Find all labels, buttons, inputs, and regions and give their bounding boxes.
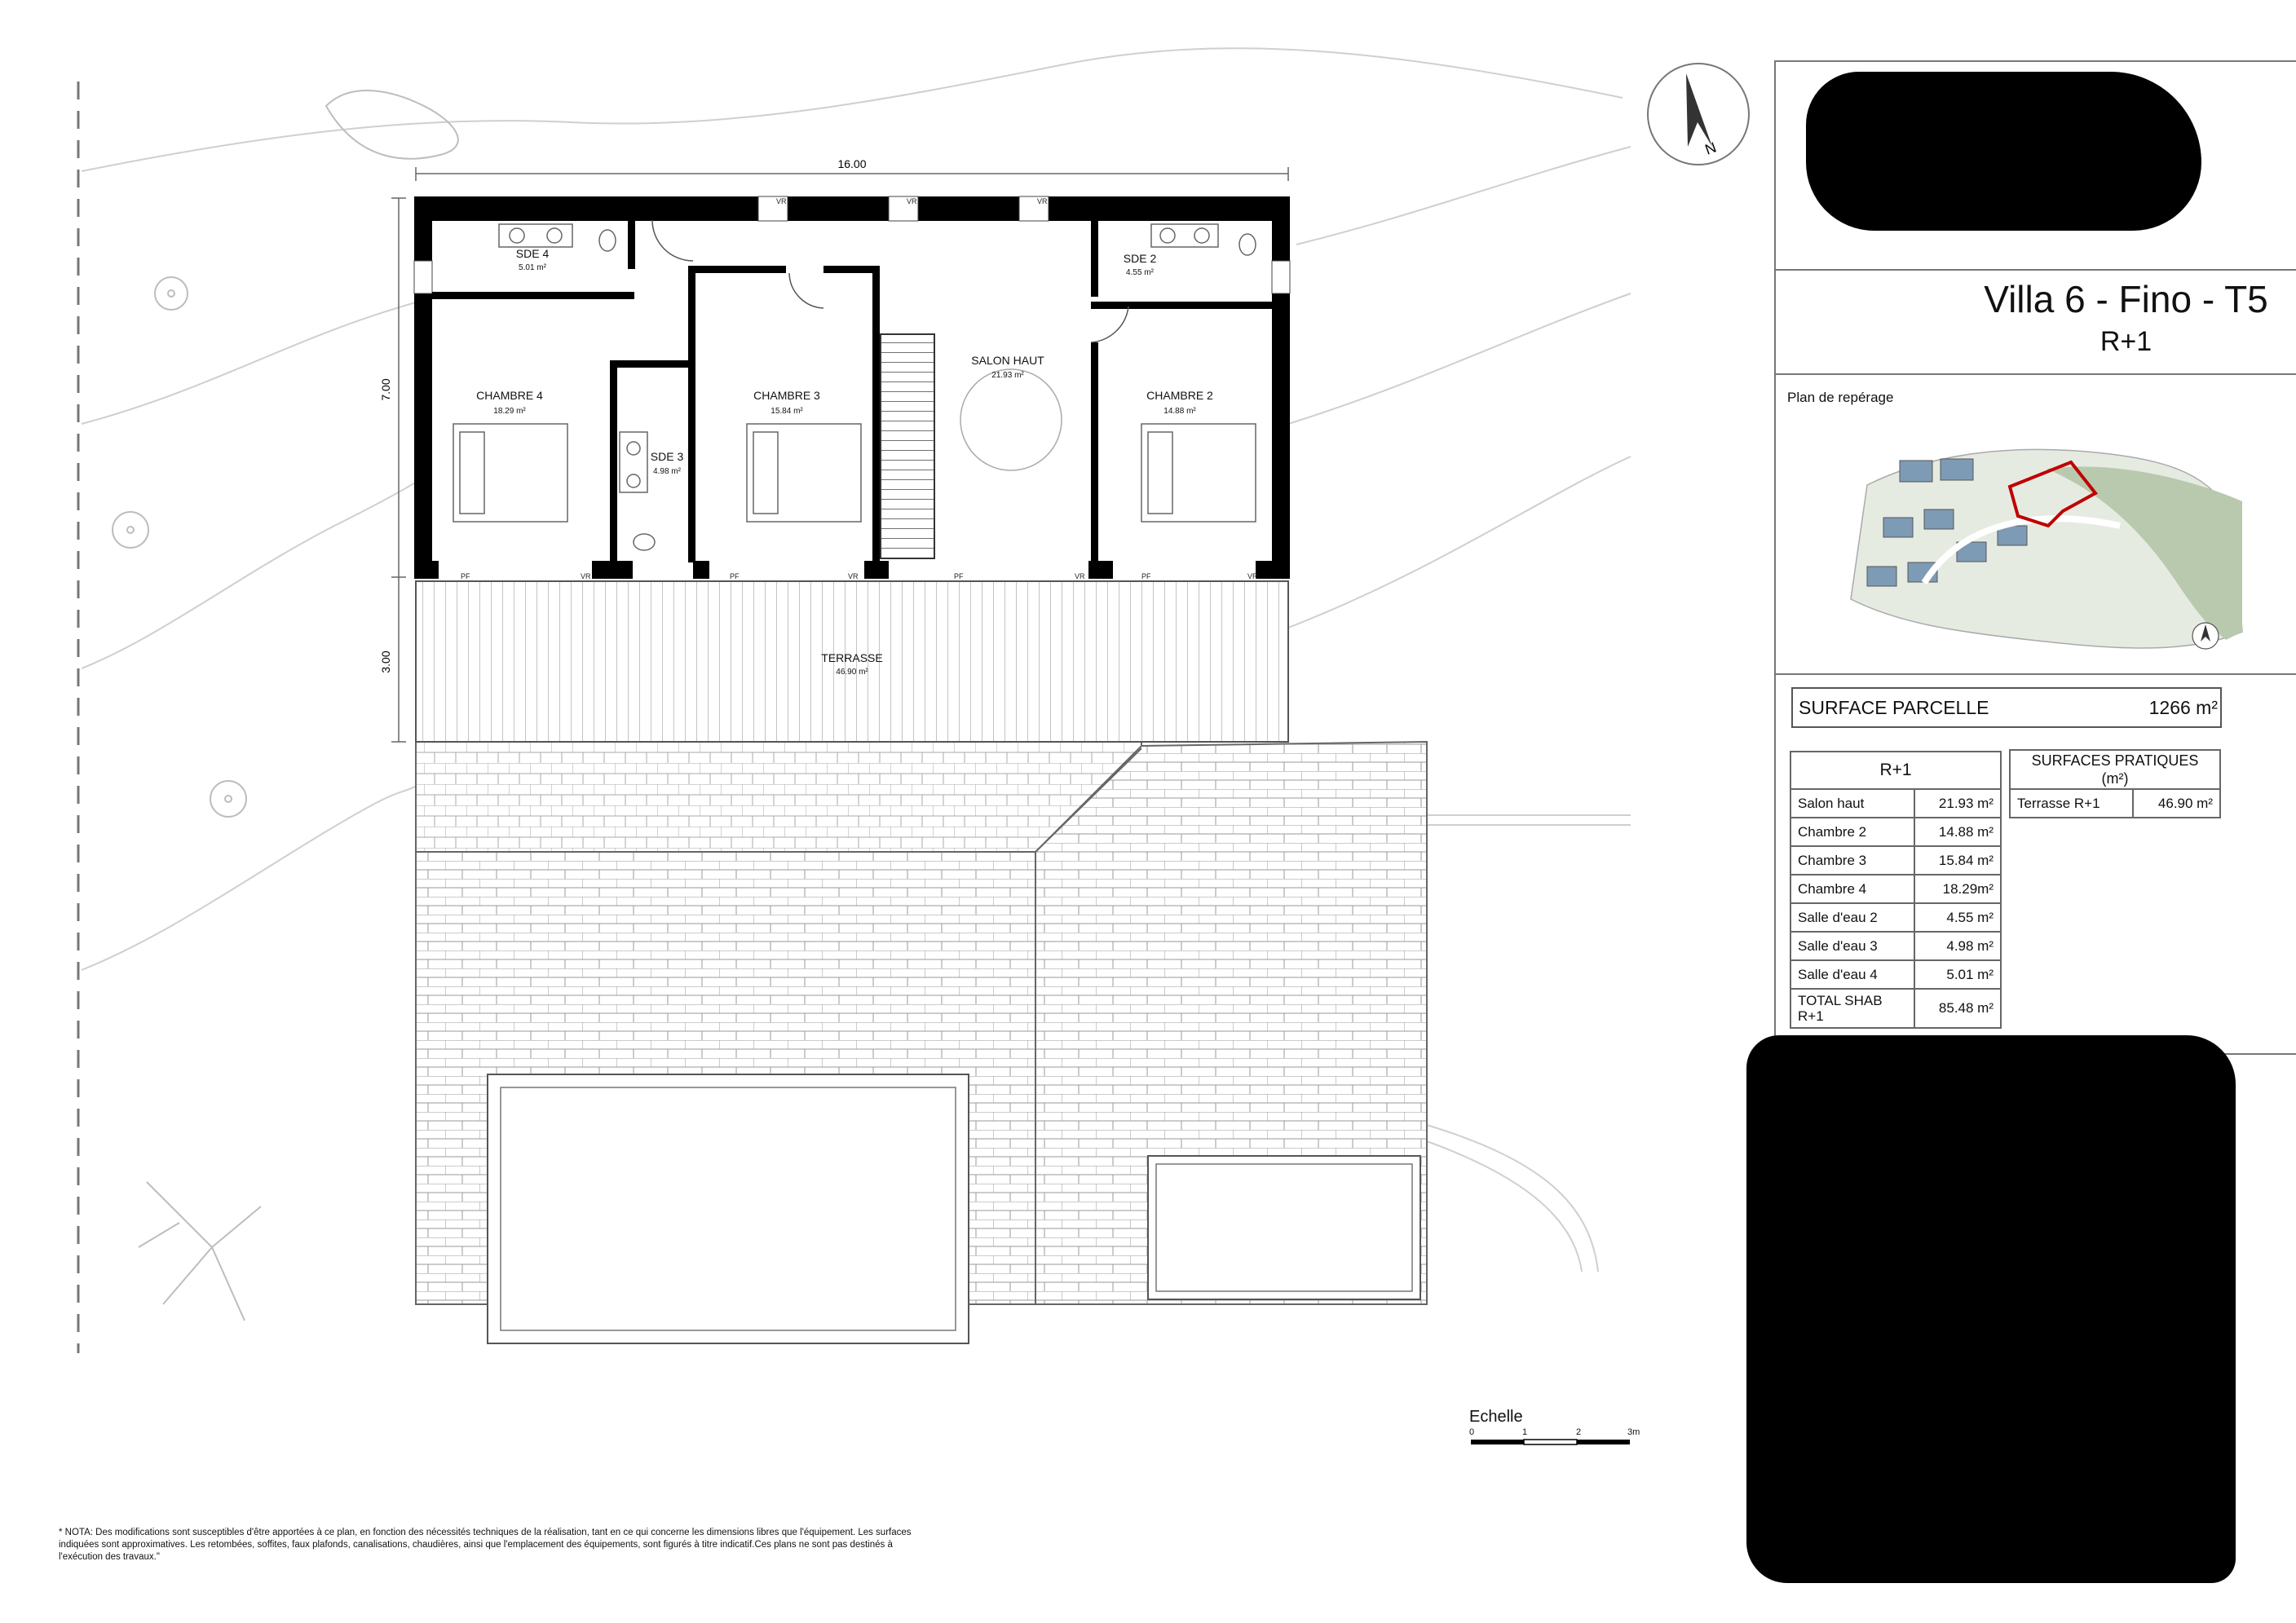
table-row <box>1790 818 2001 846</box>
project-level: R+1 <box>2100 326 2152 357</box>
row-value: 14.88 m² <box>1914 818 2001 846</box>
scale-tick-3: 3m <box>1627 1427 1640 1437</box>
dimension-width: 16.00 <box>837 157 867 170</box>
title-divider-3 <box>1774 673 2296 675</box>
room-sde4-area: 5.01 m² <box>519 263 546 272</box>
tag-pf: PF <box>461 572 470 580</box>
room-sde3-area: 4.98 m² <box>653 467 681 476</box>
surfaces-header: R+1 <box>1790 752 2001 789</box>
row-name: Chambre 2 <box>1790 818 1914 846</box>
logo-redaction <box>1806 72 2201 231</box>
row-name: Salle d'eau 2 <box>1790 903 1914 932</box>
footnote <box>59 1528 912 1562</box>
total-row <box>1790 989 2001 1028</box>
tag-pf: PF <box>954 572 964 580</box>
row-name: Salle d'eau 3 <box>1790 932 1914 960</box>
room-salon-area: 21.93 m² <box>991 371 1024 380</box>
scale-tick-1: 1 <box>1522 1427 1528 1437</box>
project-title: Villa 6 - Fino - T5 <box>1984 278 2268 320</box>
table-row <box>1790 846 2001 875</box>
title-divider-1 <box>1774 269 2296 271</box>
row-value: 46.90 m² <box>2133 789 2220 818</box>
note-line-3: l'exécution des travaux." <box>59 1552 160 1562</box>
practical-surfaces-table <box>2009 749 2221 818</box>
scale-tick-0: 0 <box>1469 1427 1475 1437</box>
plot-surface-value: 1266 m² <box>2148 697 2218 718</box>
table-row <box>1790 875 2001 903</box>
table-row <box>1790 932 2001 960</box>
practical-header <box>2010 750 2220 789</box>
tag-vr: VR <box>907 197 917 205</box>
table-row <box>1790 789 2001 818</box>
secondary-pool <box>1148 1156 1420 1299</box>
location-map <box>1835 420 2250 664</box>
room-chambre2-name: CHAMBRE 2 <box>1146 389 1213 402</box>
scale-tick-2: 2 <box>1576 1427 1582 1437</box>
total-label <box>1790 989 1914 1028</box>
room-terrasse-area: 46.90 m² <box>836 668 868 677</box>
room-chambre3-name: CHAMBRE 3 <box>753 389 820 402</box>
scale-label: Echelle <box>1469 1408 1523 1426</box>
row-value: 18.29m² <box>1914 875 2001 903</box>
table-row <box>1790 960 2001 989</box>
note-line-1: * NOTA: Des modifications sont susceptibles d'être apportées à ce plan, en fonction des nécessités techniques de la réalisation, tant en ce qui concerne les dimensions libres que l'équipement. Les surfaces <box>59 1528 912 1537</box>
staircase <box>881 334 934 558</box>
tag-pf: PF <box>1141 572 1151 580</box>
room-chambre3-area: 15.84 m² <box>770 407 803 416</box>
practical-header-line-1: SURFACES PRATIQUES <box>2031 752 2199 769</box>
room-sde3-name: SDE 3 <box>650 450 684 463</box>
north-label: N <box>1702 139 1719 158</box>
room-chambre4-name: CHAMBRE 4 <box>476 389 543 402</box>
row-name: Salon haut <box>1790 789 1914 818</box>
room-sde4-name: SDE 4 <box>515 247 550 260</box>
table-row <box>2010 789 2220 818</box>
room-chambre4-area: 18.29 m² <box>493 407 526 416</box>
tag-vr: VR <box>1075 572 1085 580</box>
row-value: 15.84 m² <box>1914 846 2001 875</box>
scale-bar <box>1469 1408 1640 1444</box>
room-terrasse-name: TERRASSE <box>821 651 883 664</box>
room-salon-name: SALON HAUT <box>971 354 1044 367</box>
plan-label: Plan de repérage <box>1787 390 1894 405</box>
tag-vr: VR <box>1247 572 1258 580</box>
dimension-terrace-depth: 3.00 <box>379 651 392 673</box>
total-value: 85.48 m² <box>1914 989 2001 1028</box>
dimension-depth: 7.00 <box>379 378 392 401</box>
lower-redaction <box>1746 1035 2236 1583</box>
row-value: 4.98 m² <box>1914 932 2001 960</box>
title-divider-2 <box>1774 373 2296 375</box>
room-chambre2-area: 14.88 m² <box>1163 407 1196 416</box>
row-name: Salle d'eau 4 <box>1790 960 1914 989</box>
practical-header-line-2: (m²) <box>2101 770 2129 787</box>
total-label-line-1: TOTAL SHAB <box>1798 993 1883 1008</box>
row-value: 5.01 m² <box>1914 960 2001 989</box>
swimming-pool <box>488 1074 969 1343</box>
room-sde2-name: SDE 2 <box>1123 252 1157 265</box>
room-sde2-area: 4.55 m² <box>1126 268 1154 277</box>
note-line-2: indiquées sont approximatives. Les retombées, soffites, faux plafonds, canalisations, chaudières, ainsi que l'emplacement des équipements, sont figurés à titre indicatif.Ces plans ne sont pas destinés à <box>59 1540 893 1550</box>
tag-vr: VR <box>776 197 787 205</box>
tag-vr: VR <box>848 572 859 580</box>
tag-vr: VR <box>581 572 591 580</box>
surfaces-table <box>1790 751 2002 1029</box>
row-name: Chambre 4 <box>1790 875 1914 903</box>
tag-vr: VR <box>1037 197 1048 205</box>
plot-surface-label: SURFACE PARCELLE <box>1799 697 1989 718</box>
tree-symbols <box>113 90 458 1321</box>
total-label-line-2: R+1 <box>1798 1008 1824 1024</box>
row-name: Chambre 3 <box>1790 846 1914 875</box>
row-value: 21.93 m² <box>1914 789 2001 818</box>
tag-pf: PF <box>730 572 740 580</box>
north-arrow <box>1648 64 1749 165</box>
table-row <box>1790 903 2001 932</box>
row-value: 4.55 m² <box>1914 903 2001 932</box>
row-name: Terrasse R+1 <box>2010 789 2133 818</box>
